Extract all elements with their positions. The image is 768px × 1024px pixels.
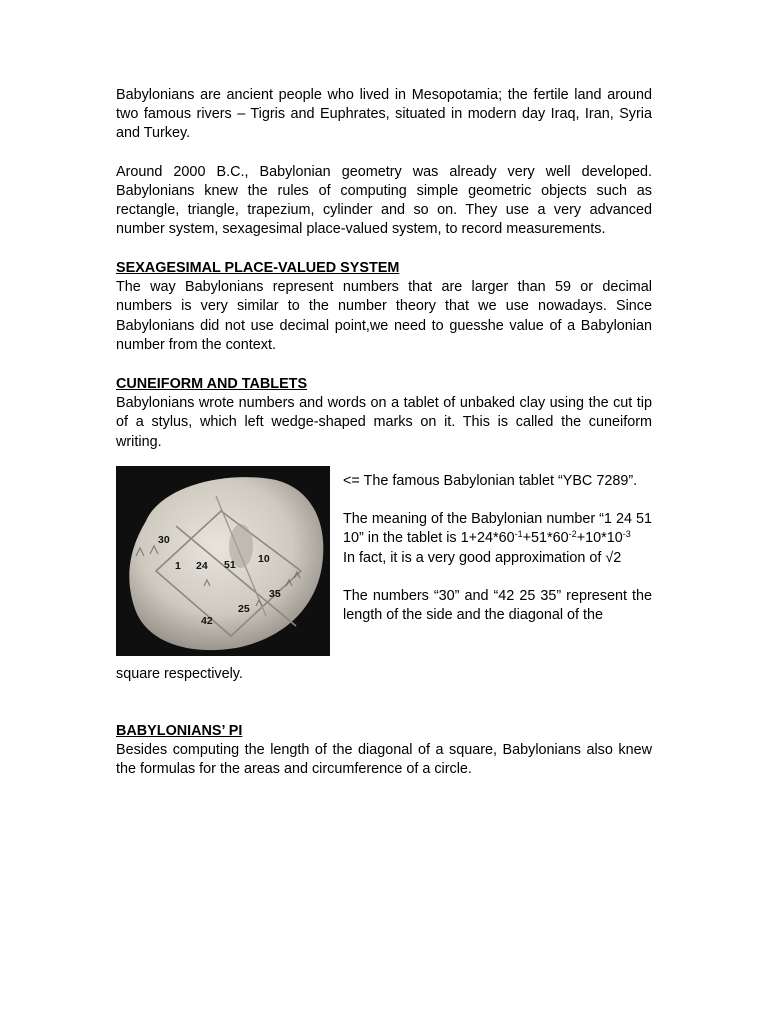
meaning-exponent-3: -3	[622, 529, 631, 540]
meaning-text-1: The meaning of the Babylonian number “1 24 51 10” in the tablet is 1+24*60	[343, 511, 652, 547]
meaning-exponent-1: -1	[514, 529, 523, 540]
pi-section	[116, 722, 652, 780]
tablet-label-10: 10	[258, 553, 270, 565]
meaning-text-3: +10*10	[576, 530, 623, 547]
tablet-meaning	[343, 510, 652, 548]
tablet-label-35: 35	[269, 588, 281, 600]
cuneiform-section	[116, 375, 652, 452]
tablet-numbers-tail: square respectively.	[116, 666, 243, 682]
pi-paragraph: Besides computing the length of the diagonal of a square, Babylonians also knew the formulas for the areas and circumference of a circle.	[116, 742, 652, 778]
cuneiform-paragraph: Babylonians wrote numbers and words on a tablet of unbaked clay using the cut tip of a stylus, which left wedge-shaped marks on it. This is called the cuneiform writing.	[116, 395, 652, 450]
cuneiform-heading: CUNEIFORM AND TABLETS	[116, 376, 308, 392]
tablet-caption-title: <= The famous Babylonian tablet “YBC 7289”.	[343, 473, 638, 489]
tablet-illustration	[116, 466, 330, 656]
tablet-label-30: 30	[158, 534, 170, 546]
tablet-label-42: 42	[201, 615, 213, 627]
tablet-caption-tail	[116, 665, 652, 684]
sexagesimal-paragraph: The way Babylonians represent numbers that are larger than 59 or decimal numbers is very similar to the number theory that we use nowadays. Since Babylonians did not use decimal point,we need to guesshe value of a Babylonian number from the context.	[116, 279, 652, 353]
tablet-label-1: 1	[175, 560, 181, 572]
pi-heading: BABYLONIANS’ PI	[116, 723, 243, 739]
intro-section	[116, 86, 652, 239]
tablet-label-25: 25	[238, 603, 250, 615]
meaning-text-2: +51*60	[522, 530, 569, 547]
tablet-numbers-text: The numbers “30” and “42 25 35” represent the length of the side and the diagonal of the	[343, 587, 652, 624]
tablet-photo	[116, 466, 330, 656]
tablet-approximation: In fact, it is a very good approximation of √2	[343, 549, 622, 566]
meaning-exponent-2: -2	[568, 529, 577, 540]
tablet-label-51: 51	[224, 559, 236, 571]
intro-paragraph-1: Babylonians are ancient people who lived in Mesopotamia; the fertile land around two famous rivers – Tigris and Euphrates, situated in modern day Iraq, Iran, Syria and Turkey.	[116, 87, 652, 142]
sexagesimal-section	[116, 259, 652, 355]
sexagesimal-heading: SEXAGESIMAL PLACE-VALUED SYSTEM	[116, 260, 400, 276]
intro-paragraph-2: Around 2000 B.C., Babylonian geometry was already very well developed. Babylonians knew the rules of computing simple geometric objects such as rectangle, triangle, trapezium, cylinder and so on. They use a very advanced number system, sexagesimal place-valued system, to record measurements.	[116, 163, 652, 238]
tablet-caption	[343, 472, 652, 625]
tablet-label-24: 24	[196, 560, 208, 572]
